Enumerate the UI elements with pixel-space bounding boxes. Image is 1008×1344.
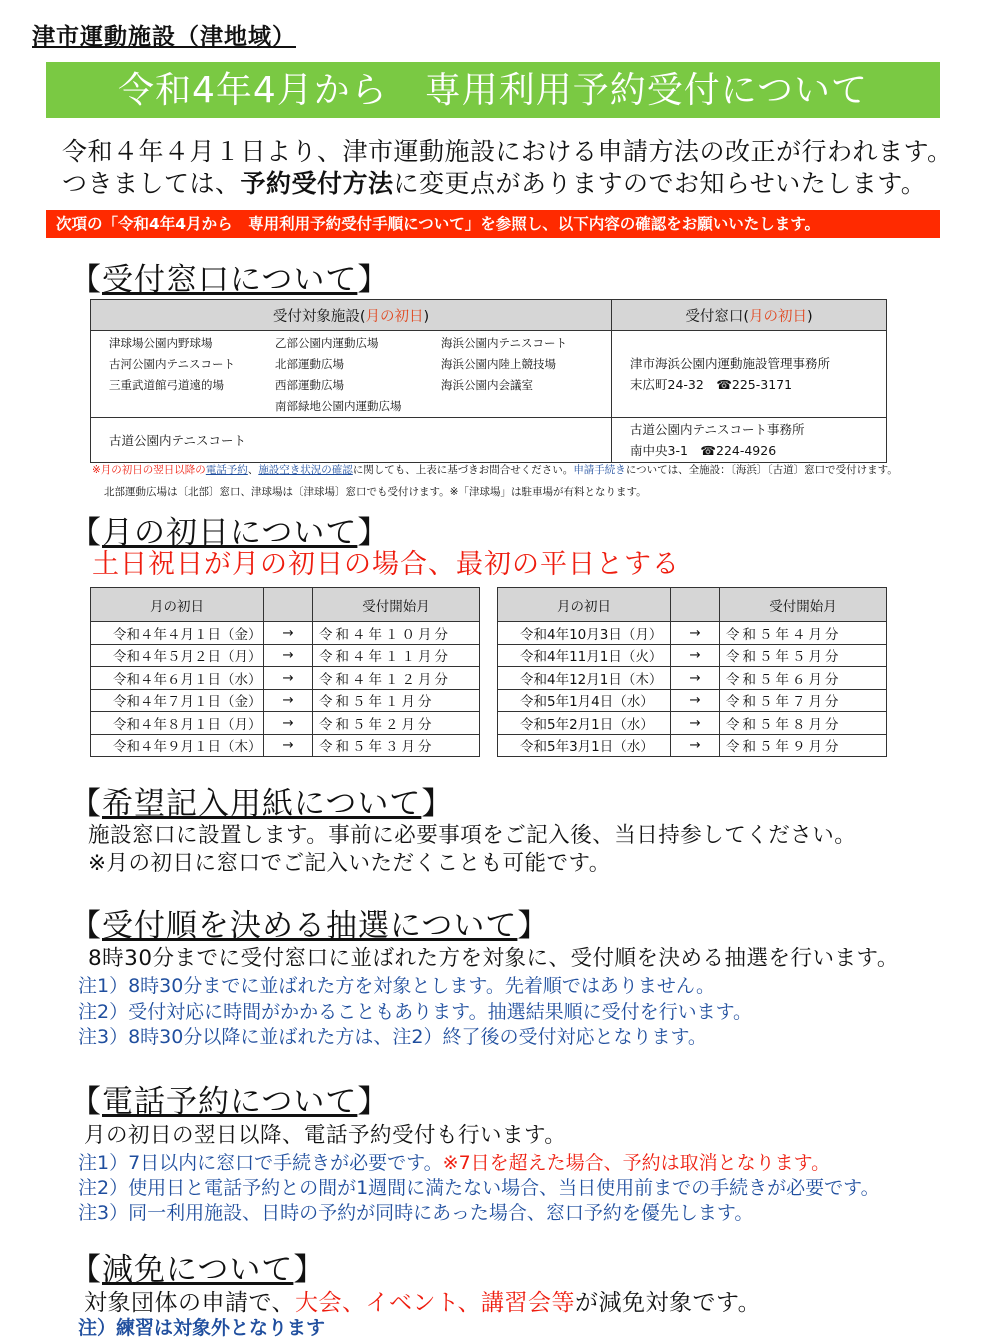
bracket-close: 】 bbox=[357, 1084, 390, 1120]
bracket-open: 【 bbox=[70, 262, 102, 298]
reduction-line-1-a: 対象団体の申請で、 bbox=[84, 1290, 296, 1316]
arrow-cell: → bbox=[671, 734, 720, 757]
note1-g: については、全施設：〔海浜〕〔古道〕窓口で受付けます。 bbox=[625, 464, 898, 476]
facility-item: 海浜公園内陸上競技場 bbox=[441, 357, 556, 371]
intro-line-2-post: に変更点がありますのでお知らせいたします。 bbox=[393, 169, 927, 198]
table-row bbox=[498, 622, 887, 645]
heading-text-a: 受付順を決める bbox=[102, 908, 326, 944]
start-month-cell: 令和５年２月分 bbox=[313, 712, 480, 735]
table-row bbox=[91, 689, 480, 712]
start-month-cell: 令和５年１月分 bbox=[313, 689, 480, 712]
first-day-cell: 令和４年７月１日（金） bbox=[91, 689, 264, 712]
phone-note-3: 注3）同一利用施設、日時の予約が同時にあった場合、窓口予約を優先します。 bbox=[78, 1202, 754, 1224]
heading-text: 月の初日について bbox=[102, 515, 358, 551]
page-title: 津市運動施設（津地域） bbox=[32, 24, 296, 50]
facility-list-cell bbox=[91, 331, 612, 418]
reception-note-1 bbox=[92, 462, 898, 477]
section-heading-reception bbox=[70, 254, 389, 299]
bracket-open: 【 bbox=[70, 515, 102, 551]
col-first-day: 月の初日 bbox=[498, 588, 671, 622]
intro-line-2-pre: つきましては、 bbox=[62, 169, 241, 198]
bracket-open: 【 bbox=[70, 1252, 102, 1288]
table-row bbox=[91, 734, 480, 757]
first-day-cell: 令和4年10月3日（月） bbox=[498, 622, 671, 645]
first-day-cell: 令和４年９月１日（木） bbox=[91, 734, 264, 757]
note1-f: 申請手続き bbox=[573, 464, 626, 476]
bracket-close: 】 bbox=[293, 1252, 326, 1288]
arrow-cell: → bbox=[264, 689, 313, 712]
lottery-note-2: 注2）受付対応に時間がかかることもあります。抽選結果順に受付を行います。 bbox=[78, 1001, 753, 1023]
start-month-cell: 令和５年５月分 bbox=[720, 644, 887, 667]
first-day-cell: 令和4年12月1日（木） bbox=[498, 667, 671, 690]
first-day-cell: 令和5年2月1日（水） bbox=[498, 712, 671, 735]
start-month-cell: 令和５年６月分 bbox=[720, 667, 887, 690]
arrow-cell: → bbox=[671, 622, 720, 645]
note1-c: 、 bbox=[247, 464, 259, 476]
col-arrow-header bbox=[264, 588, 313, 622]
reception-col-facility bbox=[91, 300, 612, 331]
first-day-cell: 令和４年４月１日（金） bbox=[91, 622, 264, 645]
bracket-close: 】 bbox=[421, 786, 454, 822]
facility-grid bbox=[109, 335, 611, 414]
window-address: 末広町24-32 ☎225-3171 bbox=[630, 377, 793, 392]
reduction-line-1-b: 大会、イベント、講習会等 bbox=[295, 1290, 575, 1316]
form-line-1: 施設窓口に設置します。事前に必要事項をご記入後、当日持参してください。 bbox=[88, 823, 857, 848]
table-row bbox=[91, 622, 480, 645]
lottery-note-1: 注1）8時30分までに並ばれた方を対象とします。先着順ではありません。 bbox=[78, 975, 715, 997]
col-start-month: 受付開始月 bbox=[720, 588, 887, 622]
arrow-cell: → bbox=[671, 712, 720, 735]
bracket-open: 【 bbox=[70, 786, 102, 822]
col1-highlight: 月の初日 bbox=[365, 308, 424, 325]
section-heading-form bbox=[70, 778, 453, 823]
arrow-cell: → bbox=[671, 689, 720, 712]
first-day-cell: 令和４年８月１日（月） bbox=[91, 712, 264, 735]
first-day-cell: 令和5年3月1日（水） bbox=[498, 734, 671, 757]
col2-highlight: 月の初日 bbox=[749, 308, 807, 325]
col1-label: 受付対象施設( bbox=[272, 308, 366, 325]
window-name: 津市海浜公園内運動施設管理事務所 bbox=[630, 356, 831, 371]
table-row bbox=[498, 644, 887, 667]
bracket-close: 】 bbox=[357, 262, 390, 298]
col-start-month: 受付開始月 bbox=[313, 588, 480, 622]
arrow-cell: → bbox=[264, 644, 313, 667]
start-month-cell: 令和５年９月分 bbox=[720, 734, 887, 757]
arrow-cell: → bbox=[264, 667, 313, 690]
kodo-facility-cell: 古道公園内テニスコート bbox=[91, 418, 612, 463]
start-month-cell: 令和４年１２月分 bbox=[313, 667, 480, 690]
first-day-table-right bbox=[497, 587, 887, 757]
heading-text: 減免について bbox=[102, 1252, 294, 1288]
main-banner: 令和4年4月から 専用利用予約受付について bbox=[46, 62, 940, 118]
form-line-2: ※月の初日に窓口でご記入いただくことも可能です。 bbox=[88, 851, 611, 876]
bracket-open: 【 bbox=[70, 1084, 102, 1120]
arrow-cell: → bbox=[264, 734, 313, 757]
notice-banner: 次項の「令和4年4月から 専用利用予約受付手順について」を参照し、以下内容の確認をお願いいたします。 bbox=[46, 210, 940, 238]
section-heading-phone bbox=[70, 1076, 389, 1121]
first-day-rule: 土日祝日が月の初日の場合、最初の平日とする bbox=[92, 549, 680, 580]
start-month-cell: 令和４年１０月分 bbox=[313, 622, 480, 645]
start-month-cell: 令和５年８月分 bbox=[720, 712, 887, 735]
section-heading-lottery bbox=[70, 900, 549, 945]
bracket-close: 】 bbox=[357, 515, 390, 551]
reception-table bbox=[90, 299, 887, 463]
arrow-cell: → bbox=[671, 644, 720, 667]
first-day-cell: 令和４年５月２日（月） bbox=[91, 644, 264, 667]
col1-close: ) bbox=[423, 308, 430, 325]
table-row bbox=[91, 712, 480, 735]
first-day-cell: 令和5年1月4日（水） bbox=[498, 689, 671, 712]
note1-a: ※月の初日の翌日以降の bbox=[92, 464, 206, 476]
facility-item: 古河公園内テニスコート bbox=[109, 357, 236, 371]
facility-item bbox=[441, 398, 611, 414]
phone-note-1-a: 注1）7日以内に窓口で手続きが必要です。 bbox=[78, 1152, 443, 1174]
start-month-cell: 令和５年７月分 bbox=[720, 689, 887, 712]
col2-close: ) bbox=[807, 308, 813, 325]
kodo-window-name: 古道公園内テニスコート事務所 bbox=[630, 422, 805, 437]
bracket-close: 】 bbox=[517, 908, 550, 944]
col-first-day: 月の初日 bbox=[91, 588, 264, 622]
reduction-note: 注）練習は対象外となります bbox=[78, 1317, 326, 1339]
heading-text: 電話予約について bbox=[102, 1084, 358, 1120]
window-cell bbox=[612, 331, 887, 418]
kodo-window-cell bbox=[612, 418, 887, 463]
table-row bbox=[498, 712, 887, 735]
table-row bbox=[91, 667, 480, 690]
table-row bbox=[498, 734, 887, 757]
facility-item: 海浜公園内会議室 bbox=[441, 378, 533, 392]
reception-col-window bbox=[612, 300, 887, 331]
heading-text: 受付窓口について bbox=[102, 262, 358, 298]
table-row bbox=[498, 689, 887, 712]
facility-item: 三重武道館弓道遠的場 bbox=[109, 378, 224, 392]
intro-line-2-bold: 予約受付方法 bbox=[240, 169, 394, 198]
facility-item bbox=[109, 398, 275, 414]
note1-b: 電話予約 bbox=[205, 464, 248, 476]
phone-note-1 bbox=[78, 1148, 830, 1175]
reduction-line-1-c: が減免対象です。 bbox=[574, 1290, 762, 1316]
kodo-window-address: 南中央3-1 ☎224-4926 bbox=[630, 443, 777, 458]
reception-note-2: 北部運動広場は〔北部〕窓口、津球場は〔津球場〕窓口でも受付けます。※「津球場」は駐車場が有料となります。 bbox=[104, 486, 647, 498]
start-month-cell: 令和５年４月分 bbox=[720, 622, 887, 645]
table-row bbox=[91, 644, 480, 667]
first-day-cell: 令和4年11月1日（火） bbox=[498, 644, 671, 667]
intro-line-2 bbox=[62, 164, 926, 200]
facility-item: 海浜公園内テニスコート bbox=[441, 336, 568, 350]
phone-note-2: 注2）使用日と電話予約との間が1週間に満たない場合、当日使用前までの手続きが必要です。 bbox=[78, 1177, 880, 1199]
start-month-cell: 令和４年１１月分 bbox=[313, 644, 480, 667]
arrow-cell: → bbox=[671, 667, 720, 690]
start-month-cell: 令和５年３月分 bbox=[313, 734, 480, 757]
facility-item: 南部緑地公園内運動広場 bbox=[275, 399, 402, 413]
lottery-line-1: 8時30分までに受付窓口に並ばれた方を対象に、受付順を決める抽選を行います。 bbox=[88, 946, 899, 971]
intro-line-1: 令和４年４月１日より、津市運動施設における申請方法の改正が行われます。 bbox=[62, 137, 953, 166]
note1-d: 施設空き状況の確認 bbox=[258, 464, 353, 476]
note1-e: に関しても、上表に基づきお問合せください。 bbox=[352, 464, 574, 476]
lottery-note-3: 注3）8時30分以降に並ばれた方は、注2）終了後の受付対応となります。 bbox=[78, 1026, 707, 1048]
col-arrow-header bbox=[671, 588, 720, 622]
facility-item: 西部運動広場 bbox=[275, 378, 344, 392]
heading-text-b: 抽選 bbox=[326, 908, 390, 944]
bracket-open: 【 bbox=[70, 908, 102, 944]
table-row bbox=[498, 667, 887, 690]
phone-note-1-b: ※7日を超えた場合、予約は取消となります。 bbox=[442, 1152, 831, 1174]
first-day-table-left bbox=[90, 587, 480, 757]
phone-line-1: 月の初日の翌日以降、電話予約受付も行います。 bbox=[84, 1123, 567, 1148]
first-day-cell: 令和４年６月１日（水） bbox=[91, 667, 264, 690]
arrow-cell: → bbox=[264, 712, 313, 735]
section-heading-reduction bbox=[70, 1244, 325, 1289]
heading-text: 希望記入用紙について bbox=[102, 786, 422, 822]
facility-item: 津球場公園内野球場 bbox=[109, 336, 213, 350]
arrow-cell: → bbox=[264, 622, 313, 645]
heading-text-c: について bbox=[390, 908, 518, 944]
facility-item: 北部運動広場 bbox=[275, 357, 344, 371]
facility-item: 乙部公園内運動広場 bbox=[275, 336, 379, 350]
col2-label: 受付窓口( bbox=[685, 308, 749, 325]
